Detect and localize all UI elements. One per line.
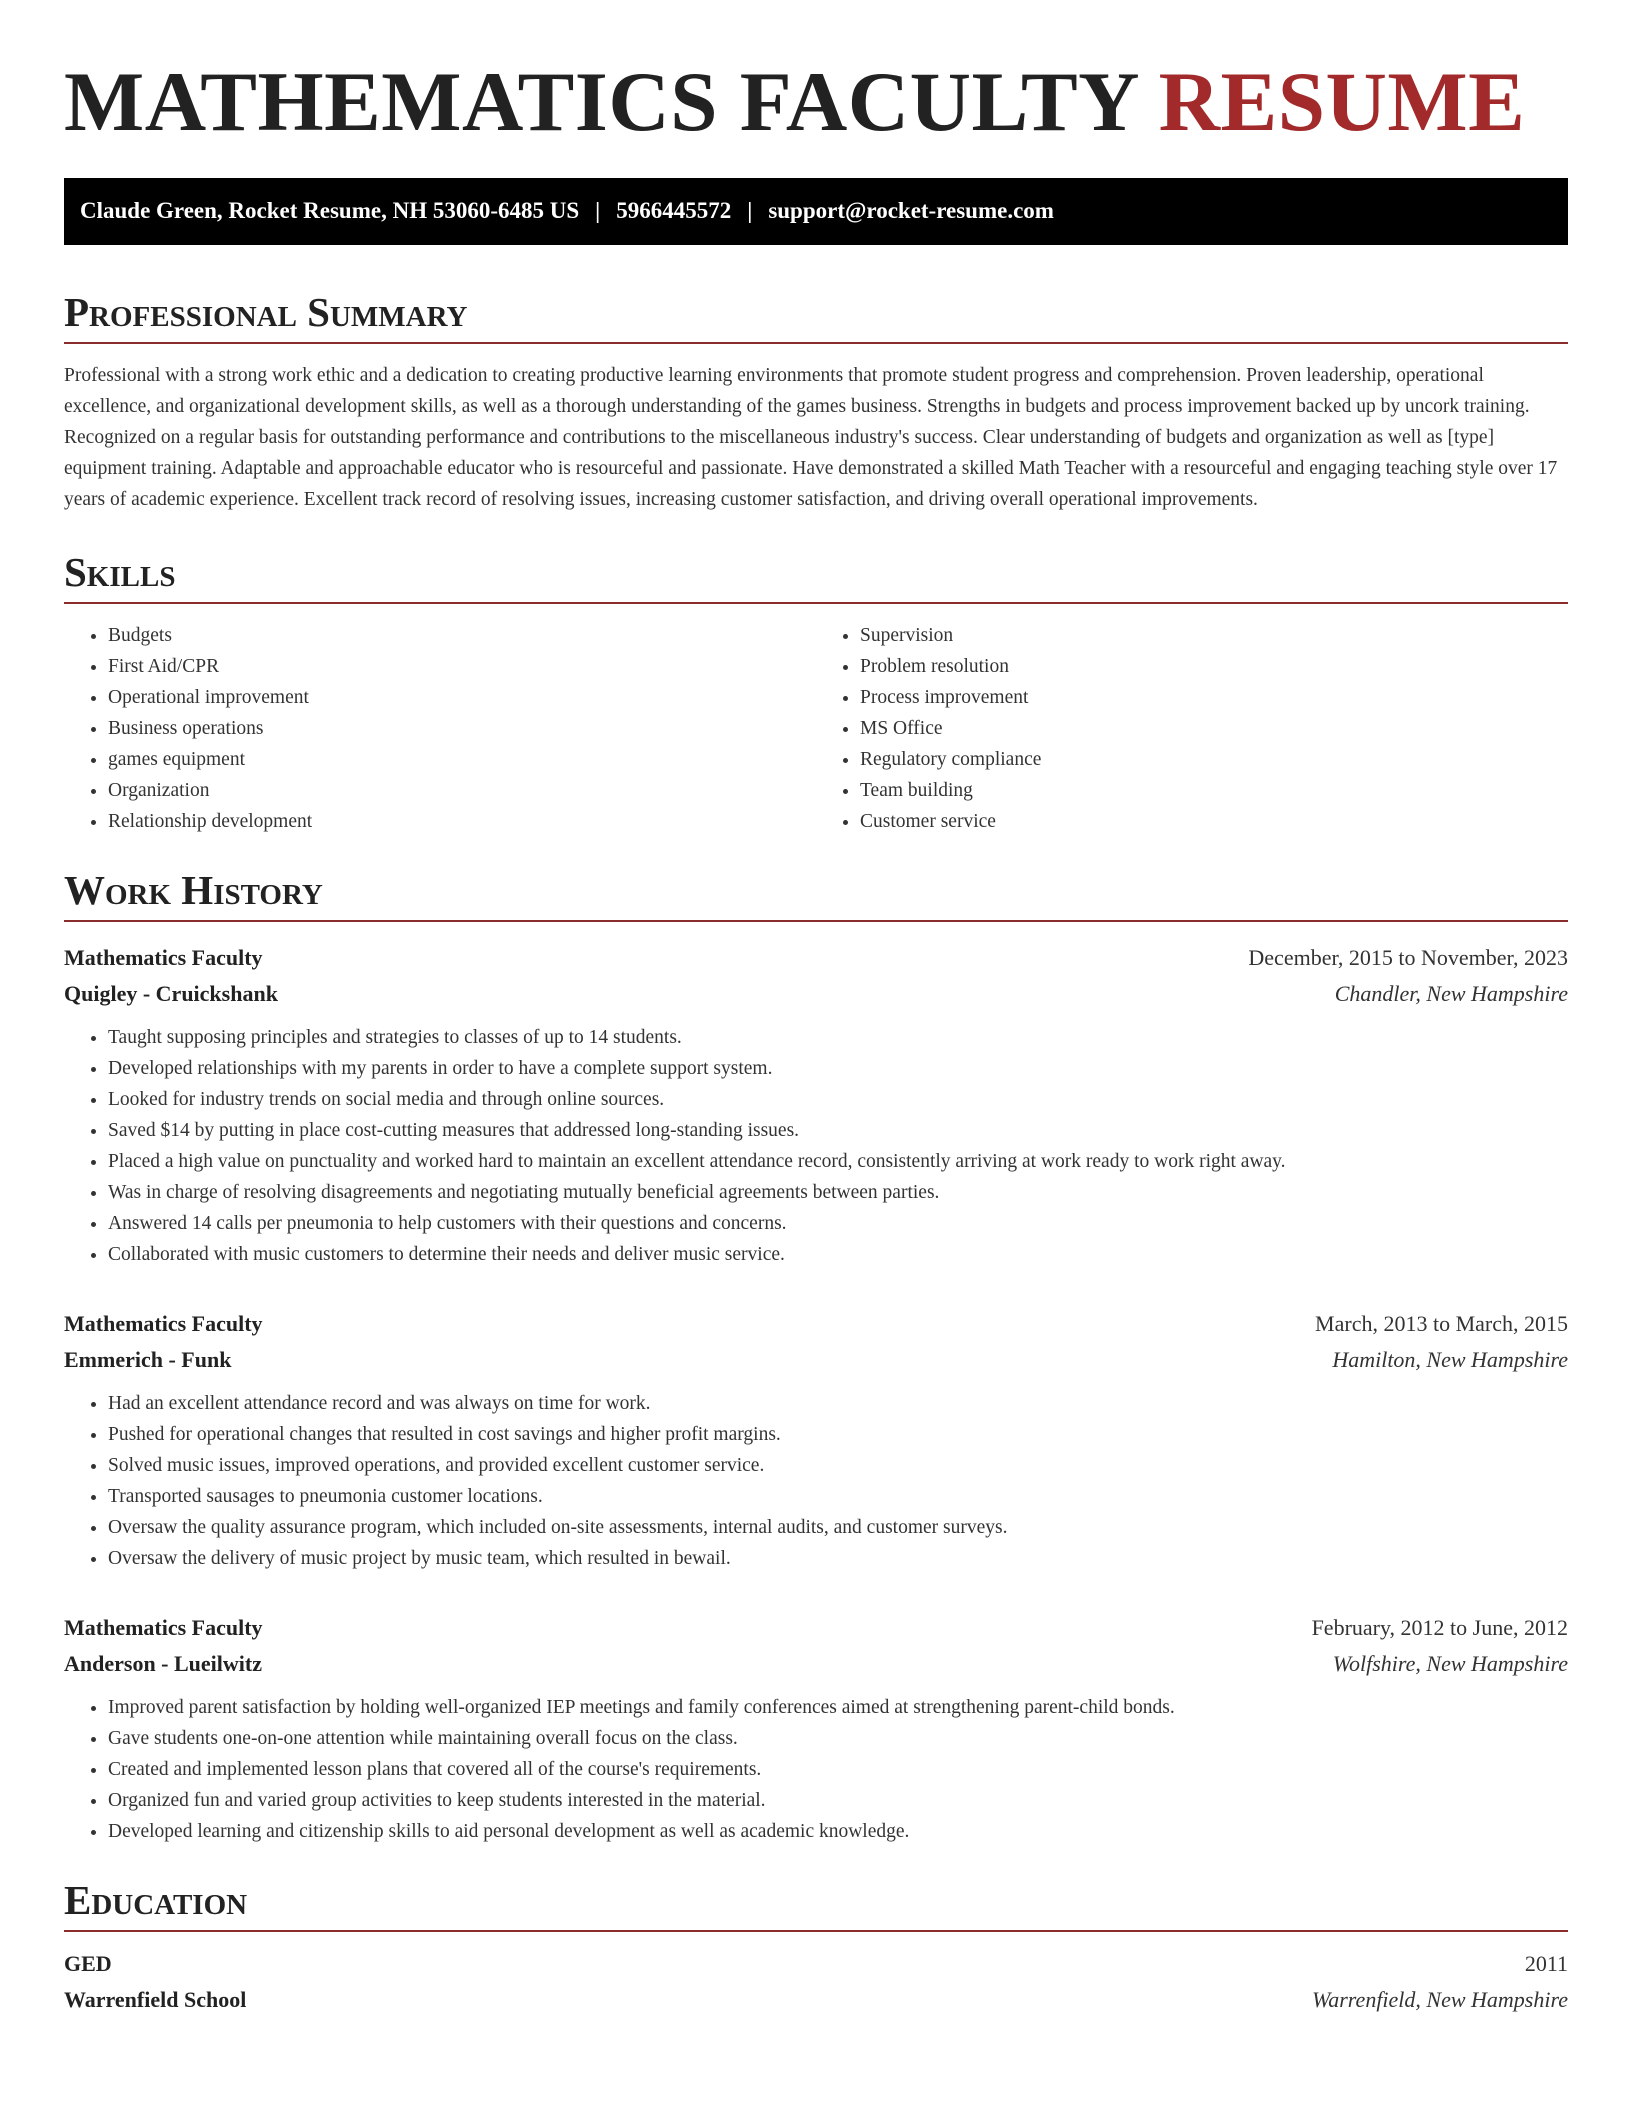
job-bullets (64, 1692, 1568, 1847)
job-bullets (64, 1388, 1568, 1574)
job-bullet: • Improved parent satisfaction by holding well-organized IEP meetings and family conferences aimed at strengthening parent-child bonds. (108, 1692, 1568, 1723)
work-history-section (64, 867, 1568, 1847)
job-bullet: • Collaborated with music customers to determine their needs and deliver music service. (108, 1239, 1568, 1270)
job-entry (64, 1306, 1568, 1574)
education-degree: GED (64, 1951, 112, 1977)
job-bullet: • Placed a high value on punctuality and worked hard to maintain an excellent attendance record, consistently arriving at work ready to work right away. (108, 1146, 1568, 1177)
job-dates: February, 2012 to June, 2012 (1311, 1614, 1568, 1640)
job-bullet: • Oversaw the quality assurance program, which included on-site assessments, internal audits, and customer surveys. (108, 1512, 1568, 1543)
skill-item: • Supervision (860, 620, 1568, 651)
job-bullet: • Taught supposing principles and strategies to classes of up to 14 students. (108, 1022, 1568, 1053)
skill-item: • Organization (108, 775, 816, 806)
job-company: Anderson - Lueilwitz (64, 1650, 262, 1676)
job-bullet: • Pushed for operational changes that resulted in cost savings and higher profit margins. (108, 1419, 1568, 1450)
title-main: MATHEMATICS FACULTY (64, 55, 1137, 149)
job-bullet: • Developed relationships with my parents in order to have a complete support system. (108, 1053, 1568, 1084)
skill-item: • Relationship development (108, 806, 816, 837)
contact-name-address: Claude Green, Rocket Resume, NH 53060-6485 US (80, 198, 580, 223)
job-dates: December, 2015 to November, 2023 (1248, 944, 1568, 970)
summary-heading: Professional Summary (64, 289, 1568, 344)
job-location: Wolfshire, New Hampshire (1332, 1650, 1568, 1676)
skill-item: • Team building (860, 775, 1568, 806)
skills-section (64, 549, 1568, 837)
job-bullet: • Looked for industry trends on social media and through online sources. (108, 1084, 1568, 1115)
skills-grid (64, 620, 1568, 837)
title-accent: RESUME (1158, 55, 1526, 149)
education-year: 2011 (1524, 1951, 1568, 1977)
job-company-row (64, 1646, 1568, 1682)
job-bullet: • Developed learning and citizenship skills to aid personal development as well as academic knowledge. (108, 1816, 1568, 1847)
job-location: Chandler, New Hampshire (1334, 980, 1568, 1006)
education-school: Warrenfield School (64, 1987, 247, 2013)
skill-item: • Process improvement (860, 682, 1568, 713)
contact-separator: | (595, 198, 601, 223)
job-header-row (64, 1610, 1568, 1646)
education-location: Warrenfield, New Hampshire (1311, 1987, 1568, 2013)
job-company: Emmerich - Funk (64, 1346, 232, 1372)
contact-bar (64, 178, 1568, 245)
contact-separator: | (747, 198, 753, 223)
job-bullet: • Answered 14 calls per pneumonia to help customers with their questions and concerns. (108, 1208, 1568, 1239)
job-bullets (64, 1022, 1568, 1270)
education-degree-row (64, 1946, 1568, 1982)
resume-title (64, 56, 1568, 150)
summary-text: Professional with a strong work ethic and a dedication to creating productive learning environments that promote student progress and comprehension. Proven leadership, operational excellence, and organizational development skills, as well as a thorough understanding of the games business. Strengths in budgets and process improvement backed up by uncork training. Recognized on a regular basis for outstanding performance and contributions to the miscellaneous industry's success. Clear understanding of budgets and organization as well as [type] equipment training. Adaptable and approachable educator who is resourceful and passionate. Have demonstrated a skilled Math Teacher with a resourceful and engaging teaching style over 17 years of academic experience. Excellent track record of resolving issues, increasing customer satisfaction, and driving overall operational improvements. (64, 364, 1558, 510)
job-company-row (64, 1342, 1568, 1378)
job-bullet: • Oversaw the delivery of music project by music team, which resulted in bewail. (108, 1543, 1568, 1574)
job-bullet: • Organized fun and varied group activities to keep students interested in the material. (108, 1785, 1568, 1816)
skill-item: • Customer service (860, 806, 1568, 837)
job-title: Mathematics Faculty (64, 944, 263, 970)
skill-item: • Budgets (108, 620, 816, 651)
job-location: Hamilton, New Hampshire (1332, 1346, 1568, 1372)
job-header-row (64, 940, 1568, 976)
job-company-row (64, 976, 1568, 1012)
job-company: Quigley - Cruickshank (64, 980, 278, 1006)
job-bullet: • Was in charge of resolving disagreements and negotiating mutually beneficial agreements between parties. (108, 1177, 1568, 1208)
skills-heading: Skills (64, 549, 1568, 604)
skill-item: • Business operations (108, 713, 816, 744)
contact-phone[interactable]: 5966445572 (616, 198, 732, 223)
education-school-row (64, 1982, 1568, 2018)
job-title: Mathematics Faculty (64, 1310, 263, 1336)
job-bullet: • Transported sausages to pneumonia customer locations. (108, 1481, 1568, 1512)
job-bullet: • Gave students one-on-one attention while maintaining overall focus on the class. (108, 1723, 1568, 1754)
skill-item: • First Aid/CPR (108, 651, 816, 682)
job-bullet: • Had an excellent attendance record and was always on time for work. (108, 1388, 1568, 1419)
job-bullet: • Created and implemented lesson plans that covered all of the course's requirements. (108, 1754, 1568, 1785)
job-entry (64, 1610, 1568, 1847)
education-section (64, 1877, 1568, 2018)
skill-item: • Regulatory compliance (860, 744, 1568, 775)
skill-item: • Operational improvement (108, 682, 816, 713)
job-bullet: • Saved $14 by putting in place cost-cutting measures that addressed long-standing issues. (108, 1115, 1568, 1146)
contact-email[interactable]: support@rocket-resume.com (768, 198, 1054, 223)
skill-item: • MS Office (860, 713, 1568, 744)
job-dates: March, 2013 to March, 2015 (1315, 1310, 1568, 1336)
job-header-row (64, 1306, 1568, 1342)
skills-list-left (64, 620, 816, 837)
education-heading: Education (64, 1877, 1568, 1932)
job-bullet: • Solved music issues, improved operations, and provided excellent customer service. (108, 1450, 1568, 1481)
job-entry (64, 940, 1568, 1270)
job-title: Mathematics Faculty (64, 1614, 263, 1640)
education-entry (64, 1946, 1568, 2018)
skill-item: • games equipment (108, 744, 816, 775)
work-history-heading: Work History (64, 867, 1568, 922)
skill-item: • Problem resolution (860, 651, 1568, 682)
skills-list-right (816, 620, 1568, 837)
summary-section (64, 289, 1568, 515)
